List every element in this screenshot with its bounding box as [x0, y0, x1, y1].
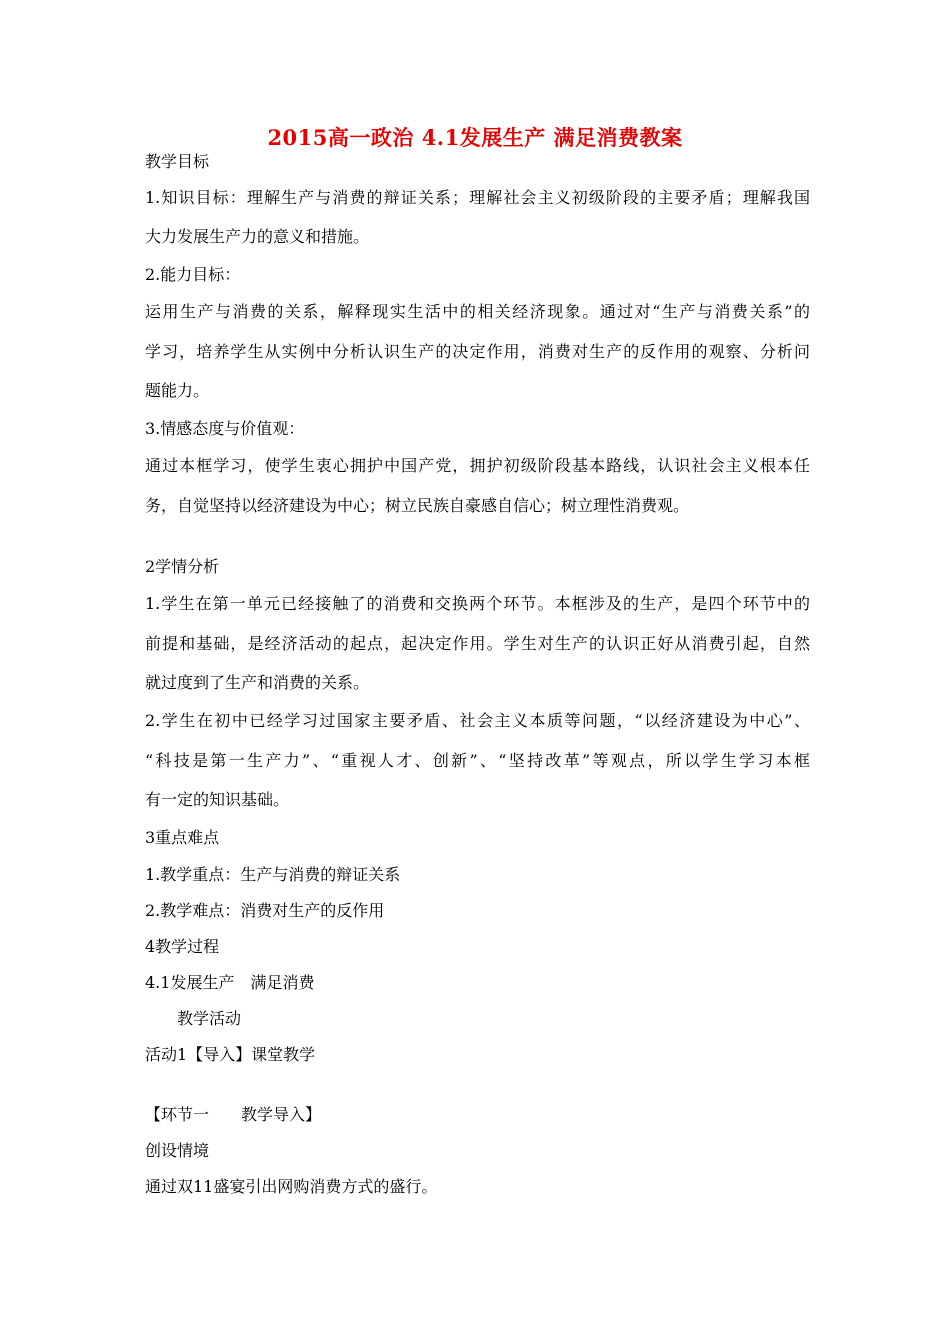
paragraph-line: 就过度到了生产和消费的关系。: [145, 673, 370, 692]
paragraph-line: “科技是第一生产力”、“重视人才、创新”、“坚持改革”等观点，所以学生学习本框: [145, 751, 810, 770]
paragraph-line: 前提和基础，是经济活动的起点，起决定作用。学生对生产的认识正好从消费引起，自然: [145, 634, 810, 653]
subheading-section-one: 【环节一 教学导入】: [145, 1105, 322, 1124]
paragraph-line: 通过双11盛宴引出网购消费方式的盛行。: [145, 1177, 438, 1196]
paragraph-line: 创设情境: [145, 1141, 210, 1160]
paragraph-line: 2.学生在初中已经学习过国家主要矛盾、社会主义本质等问题，“以经济建设为中心”、: [145, 711, 810, 730]
subheading-activity: 教学活动: [177, 1009, 242, 1028]
document-title: 2015高一政治 4.1发展生产 满足消费教案: [267, 125, 683, 150]
paragraph-line: 学习，培养学生从实例中分析认识生产的决定作用，消费对生产的反作用的观察、分析问: [145, 342, 810, 361]
subheading-ability-goal: 2.能力目标：: [145, 265, 241, 284]
heading-student-analysis: 2学情分析: [145, 557, 220, 576]
subheading-lesson: 4.1发展生产 满足消费: [145, 973, 315, 992]
heading-teaching-goals: 教学目标: [145, 152, 210, 171]
paragraph-line: 务，自觉坚持以经济建设为中心；树立民族自豪感自信心；树立理性消费观。: [145, 496, 690, 515]
paragraph-line: 2.教学难点：消费对生产的反作用: [145, 901, 385, 920]
paragraph-line: 题能力。: [145, 381, 210, 400]
paragraph-line: 大力发展生产力的意义和措施。: [145, 227, 370, 246]
subheading-emotion-goal: 3.情感态度与价值观：: [145, 419, 305, 438]
paragraph-line: 运用生产与消费的关系，解释现实生活中的相关经济现象。通过对“生产与消费关系”的: [145, 302, 810, 321]
paragraph-line: 有一定的知识基础。: [145, 790, 290, 809]
paragraph-line: 1.教学重点：生产与消费的辩证关系: [145, 865, 401, 884]
paragraph-line: 1.学生在第一单元已经接触了的消费和交换两个环节。本框涉及的生产，是四个环节中的: [145, 594, 810, 613]
paragraph-line: 通过本框学习，使学生衷心拥护中国产党，拥护初级阶段基本路线，认识社会主义根本任: [145, 456, 810, 475]
heading-teaching-process: 4教学过程: [145, 937, 220, 956]
paragraph-line: 1.知识目标：理解生产与消费的辩证关系；理解社会主义初级阶段的主要矛盾；理解我国: [145, 188, 810, 207]
paragraph-line: 活动1【导入】课堂教学: [145, 1045, 316, 1064]
heading-key-points: 3重点难点: [145, 828, 220, 847]
